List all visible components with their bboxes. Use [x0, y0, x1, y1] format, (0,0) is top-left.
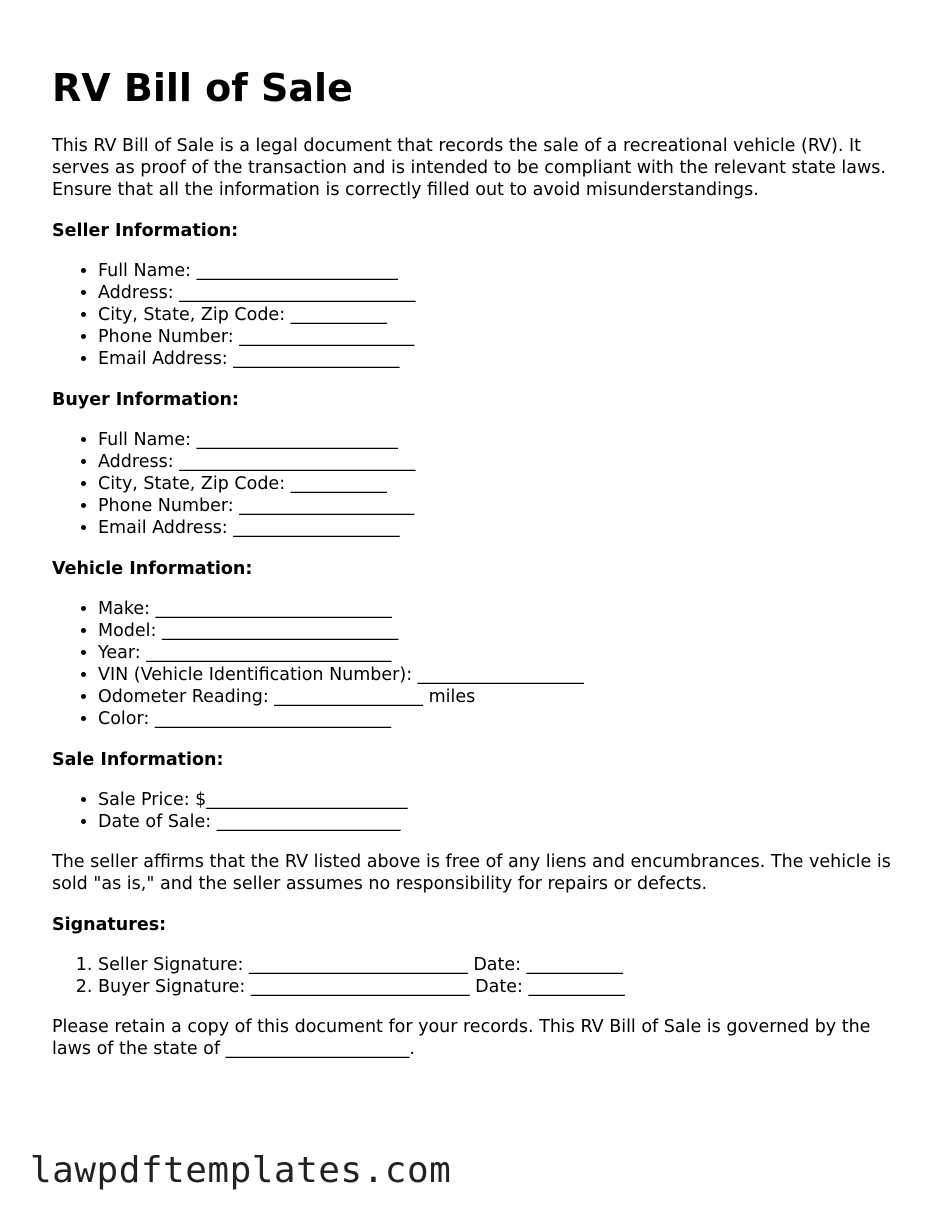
signatures-heading: Signatures:	[52, 915, 167, 935]
vehicle-vin: • VIN (Vehicle Identification Number): ___________________	[98, 664, 912, 686]
document-page	[52, 64, 912, 1060]
vehicle-list	[52, 598, 912, 730]
buyer-phone: • Phone Number: ____________________	[98, 495, 912, 517]
vehicle-model: • Model: ___________________________	[98, 620, 912, 642]
seller-full-name: • Full Name: _______________________	[98, 260, 912, 282]
buyer-address: • Address: ___________________________	[98, 451, 912, 473]
document-title: RV Bill of Sale	[52, 66, 353, 110]
closing-paragraph: Please retain a copy of this document for your records. This RV Bill of Sale is governed by the laws of the state of _____________________.	[52, 1017, 871, 1059]
buyer-full-name: • Full Name: _______________________	[98, 429, 912, 451]
buyer-list	[52, 429, 912, 539]
affirmation-paragraph: The seller affirms that the RV listed above is free of any liens and encumbrances. The vehicle is sold "as is," and the seller assumes no responsibility for repairs or defects.	[52, 852, 891, 894]
seller-heading: Seller Information:	[52, 221, 239, 241]
buyer-heading: Buyer Information:	[52, 390, 239, 410]
seller-email: • Email Address: ___________________	[98, 348, 912, 370]
sale-price: • Sale Price: $_______________________	[98, 789, 912, 811]
buyer-city-state-zip: • City, State, Zip Code: ___________	[98, 473, 912, 495]
sale-list	[52, 789, 912, 833]
intro-paragraph: This RV Bill of Sale is a legal document that records the sale of a recreational vehicle (RV). It serves as proof of the transaction and is intended to be compliant with the relevant state laws. Ensure that all the information is correctly filled out to avoid misunderstandings.	[52, 136, 886, 200]
vehicle-year: • Year: ____________________________	[98, 642, 912, 664]
site-watermark: lawpdftemplates.com	[30, 1150, 452, 1191]
buyer-email: • Email Address: ___________________	[98, 517, 912, 539]
vehicle-heading: Vehicle Information:	[52, 559, 253, 579]
sale-heading: Sale Information:	[52, 750, 224, 770]
seller-signature-line: 1. Seller Signature: _________________________ Date: ___________	[98, 954, 912, 976]
vehicle-color: • Color: ___________________________	[98, 708, 912, 730]
sale-date: • Date of Sale: _____________________	[98, 811, 912, 833]
vehicle-make: • Make: ___________________________	[98, 598, 912, 620]
vehicle-odometer: • Odometer Reading: _________________ miles	[98, 686, 912, 708]
seller-phone: • Phone Number: ____________________	[98, 326, 912, 348]
seller-address: • Address: ___________________________	[98, 282, 912, 304]
buyer-signature-line: 2. Buyer Signature: _________________________ Date: ___________	[98, 976, 912, 998]
seller-city-state-zip: • City, State, Zip Code: ___________	[98, 304, 912, 326]
signatures-list	[52, 954, 912, 998]
seller-list	[52, 260, 912, 370]
